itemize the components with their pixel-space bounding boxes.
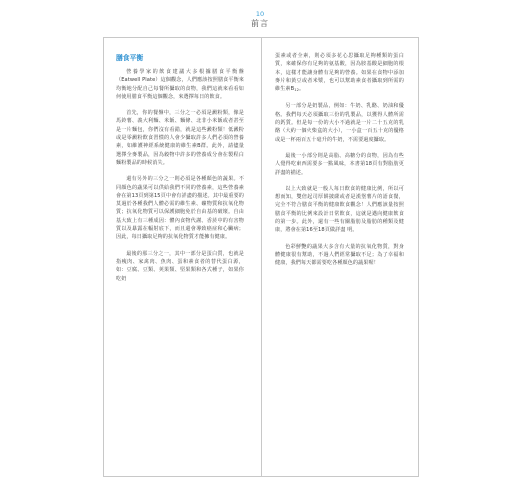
page-header	[0, 10, 520, 29]
page-title: 前言	[251, 19, 269, 28]
column-divider	[261, 37, 262, 476]
paragraph-continued: 蛋素或者全素，則必須多花心思攝取足夠種類的蛋白質，來確保你有足夠的氨基酸，因為胺基酸是細胞的根本，這樣才能讓身體有足夠的營養。如果在食物中添加麥片和黃豆或者米漿，也可以幫助素食者攝取到所需的維生素$B_{12}$。	[275, 53, 404, 93]
paragraph: 色彩鮮艷的蔬果大多含有大量的抗氧化物質，對身體健康很有幫助，不過人們經常攝取不足；為了幸福和健康，我們每天都需要吃各種顏色的蔬果喔！	[275, 243, 404, 267]
paragraph: 最後一小部分則是高脂、高糖分的食物，因為有些人覺得吃東西需要多一點風味，本書第18頁有對脂肪更詳盡的描述。	[275, 152, 404, 176]
paragraph: 還有另外的三分之一則必須是各種顏色的蔬果。不同顏色的蔬果可以供給我們不同的營養素，這些營養素會在第13頁到第15頁中會有詳盡的描述。其中最重要的莫過於各種我們人體必需的維生素、礦物質和抗氧化物質；抗氧化物質可以保護細胞免於自由基的破壞。自由基大致上有三種成因：體內食物代謝、香菸中的有害物質以及暴露在輻射底下，而且還會導致癌症和心臟病；因此，每日攝取足夠的抗氧化物質才能擁有健康。	[116, 176, 244, 241]
page-number: 10	[255, 10, 265, 18]
paragraph: 以上大致就是一般人每日飲食的健康比例，所以可想而知，雙倍起司厚餅披薩或者是漢堡薯片的語食餐，完全不符合膳食平衡的健康飲食觀念！人們應該量按照膳食平衡的比例來設計日常飲食，這就是邁向健康飲食的第一步。此外，還有一些有關脂肪及脂肪的種類及健康，將會在第16至18頁做詳盡 明。	[275, 185, 404, 234]
paragraph: 首先，你的餐盤中，三分之一必須是澱粉類，像是馬鈴薯、義大利麵、米飯、麵條、北非小米飯或者甚至是一片麵包，你們沒有看錯，就是這些澱粉類！低澱粉或是零澱粉飲食習慣的人會少攝取許多人們必須的營養素，如維護神經系統健康的維生素B群。此外，請儘量選擇全麥製品，因為穀物中許多的營養成分會在製程白麵粉製品的時候消失。	[116, 110, 244, 166]
paragraph: 營養學家的飲食建議大多根據膳食平衡盤（Eatwell Plate）這個觀念，人們應該按照膳食平衡來均衡地分配自己每餐所攝取的食物，我們這就來看看如何使用膳食平衡這個觀念，來選擇每日的飲食。	[116, 69, 244, 100]
subscript: 12	[294, 88, 299, 93]
section-heading: 膳食平衡	[116, 54, 144, 62]
paragraph: 最後的那三分之一，其中一部分是蛋白質，也就是指瘦肉、家禽肉、魚肉、蛋和素食者的替代蛋白源，如：豆腐、豆類、莢果類、堅果類和各式種子，如果你吃奶	[116, 250, 244, 282]
paragraph: 另一部分是奶製品，例如：牛奶、乳酪、奶油和優格。我們每天必須攝取三份的乳製品，以獲得人體所需的鈣質。但是每一份的大小不過就是一片二十五克的乳酪（大約一個火柴盒的大小），一小盒一百五十克的優格或是一杯兩百五十毫升的牛奶，不需要過度攝取。	[275, 103, 404, 143]
left-column	[116, 54, 244, 291]
paragraph-text: 蛋素或者全素，則必須多花心思攝取足夠種類的蛋白質，來確保你有足夠的氨基酸，因為胺基酸是細胞的根本，這樣才能讓身體有足夠的營養。如果在食物中添加麥片和黃豆或者米漿，也可以幫助素食者攝取到所需的維生素B	[275, 53, 404, 93]
right-column	[275, 52, 404, 276]
